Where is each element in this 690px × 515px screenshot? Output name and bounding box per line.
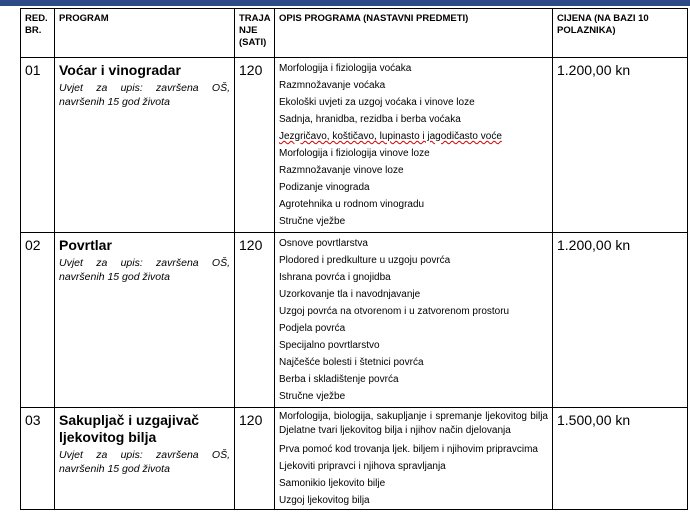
subject-item: Morfologija i fiziologija voćaka [279,63,412,74]
program-name: Sakupljač i uzgajivač ljekovitog bilja [59,412,200,445]
program-cell [55,233,235,408]
subject-item: Najčešće bolesti i štetnici povrća [279,357,424,368]
program-name: Voćar i vinogradar [59,62,181,78]
price-cell: 1.200,00 kn [553,58,688,233]
header-description: OPIS PROGRAMA (NASTAVNI PREDMETI) [275,9,553,58]
row-number: 02 [21,233,55,408]
subject-item: Plodored i predkulture u uzgoju povrća [279,255,451,266]
subject-item: Sadnja, hranidba, rezidba i berba voćaka [279,114,461,125]
table-row [21,233,688,408]
subject-item: Stručne vježbe [279,391,346,402]
subject-item: Specijalno povrtlarstvo [279,340,380,351]
subject-item: Stručne vježbe [279,216,346,227]
subject-item: Uzgoj ljekovitog bilja [279,495,370,506]
subject-item: Agrotehnika u rodnom vinogradu [279,199,425,210]
subjects-cell [275,408,553,510]
header-price: CIJENA (NA BAZI 10 POLAZNIKA) [553,9,688,58]
subject-item: Morfologija, biologija, sakupljanje i spremanje ljekovitog bilja Djelatne tvari ljekovitog bilja i njihov način djelovanja [279,411,548,436]
program-requirement: Uvjet za upis: završena OŠ, navršenih 15 god života [59,449,230,475]
subject-item: Morfologija i fiziologija vinove loze [279,148,430,159]
subject-item: Uzorkovanje tla i navodnjavanje [279,289,421,300]
subject-item: Ljekoviti pripravci i njihova spravljanja [279,461,446,472]
subject-item: Prva pomoć kod trovanja ljek. biljem i njihovim pripravcima [279,444,538,455]
subject-item: Jezgričavo, koštičavo, lupinasto i jagodičasto voće [279,131,502,142]
row-number: 03 [21,408,55,510]
subject-item: Razmnožavanje voćaka [279,80,386,91]
row-number: 01 [21,58,55,233]
subject-item: Uzgoj povrća na otvorenom i u zatvorenom prostoru [279,306,510,317]
duration-cell: 120 [235,58,275,233]
table-row [21,408,688,510]
subject-item: Ekološki uvjeti za uzgoj voćaka i vinove loze [279,97,475,108]
header-duration: TRAJA NJE (SATI) [235,9,275,58]
duration-cell: 120 [235,233,275,408]
top-banner-strip [0,0,690,6]
table-row [21,58,688,233]
program-requirement: Uvjet za upis: završena OŠ, navršenih 15 god života [59,82,230,108]
program-cell [55,408,235,510]
header-program: PROGRAM [55,9,235,58]
subject-item: Samonikio ljekovito bilje [279,478,386,489]
subjects-cell [275,58,553,233]
program-name: Povrtlar [59,237,112,253]
subject-item: Osnove povrtlarstva [279,238,368,249]
program-requirement: Uvjet za upis: završena OŠ, navršenih 15 god života [59,257,230,283]
header-no: RED. BR. [21,9,55,58]
price-cell: 1.500,00 kn [553,408,688,510]
duration-cell: 120 [235,408,275,510]
program-cell [55,58,235,233]
subject-item: Razmnožavanje vinove loze [279,165,404,176]
subject-item: Podjela povrća [279,323,346,334]
subject-item: Berba i skladištenje povrća [279,374,399,385]
program-table [20,8,688,510]
subjects-cell [275,233,553,408]
subject-item: Podizanje vinograda [279,182,370,193]
price-cell: 1.200,00 kn [553,233,688,408]
header-row [21,9,688,58]
subject-item: Ishrana povrća i gnojidba [279,272,391,283]
